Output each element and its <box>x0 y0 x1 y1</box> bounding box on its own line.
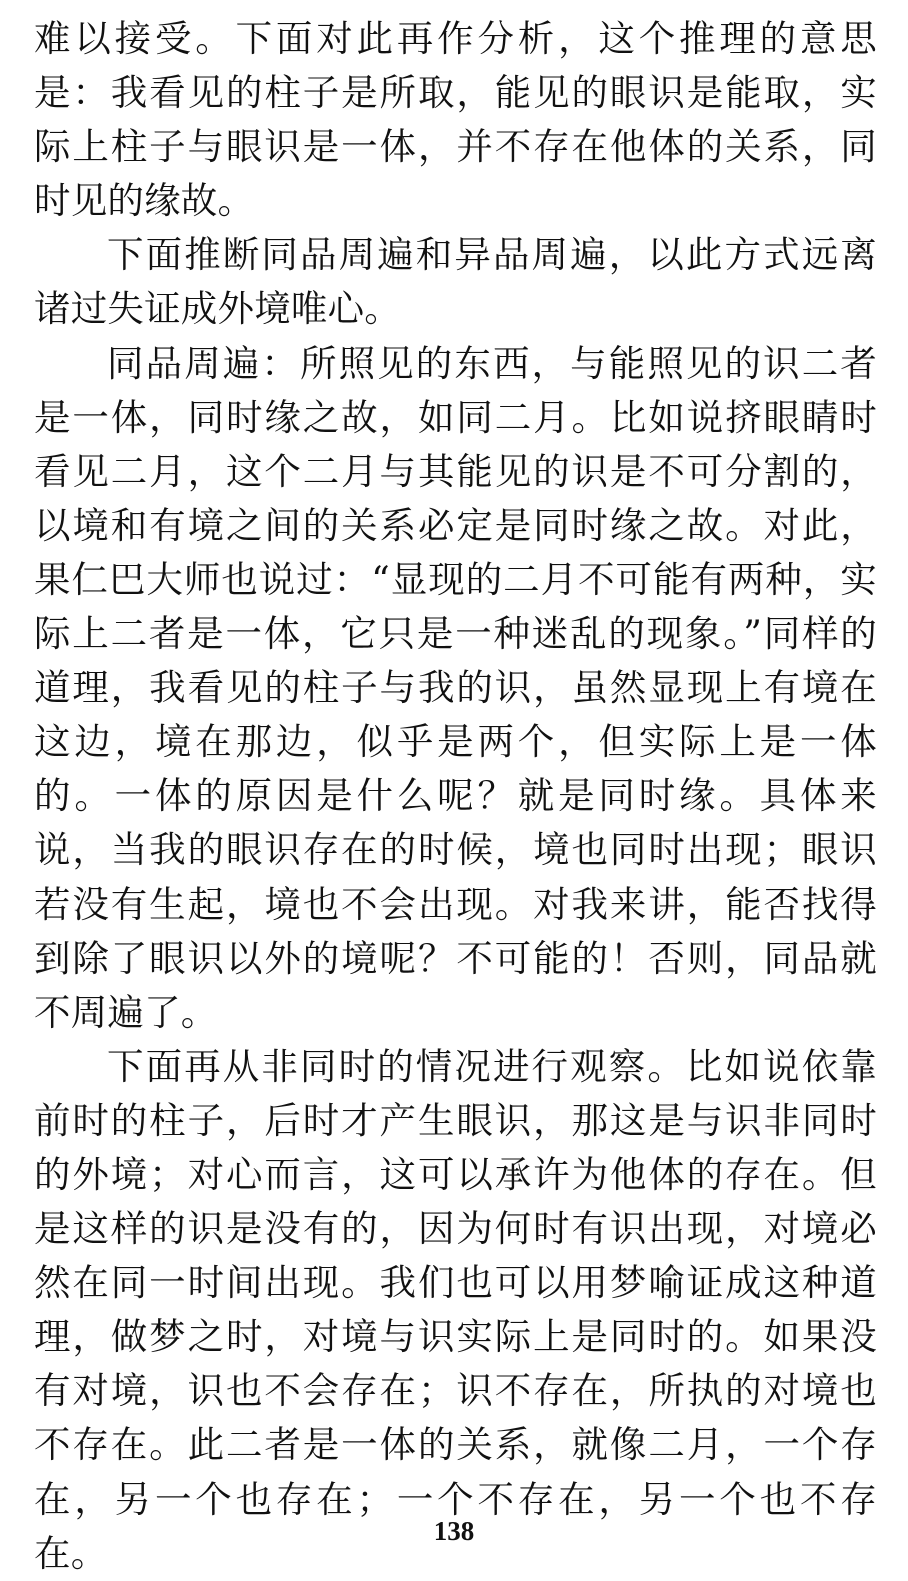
paragraph-inference-intro: 下面推断同品周遍和异品周遍，以此方式远离诸过失证成外境唯心。 <box>34 233 877 331</box>
paragraph-non-simultaneous: 下面再从非同时的情况进行观察。比如说依靠前时的柱子，后时才产生眼识，那这是与识非同时的外境；对心而言，这可以承许为他体的存在。但是这样的识是没有的，因为何时有识出现，对境必然在同一时间出现。我们也可以用梦喻证成这种道理，做梦之时，对境与识实际上是同时的。如果没有对境，识也不会存在；识不存在，所执的对境也不存在。此二者是一体的关系，就像二月，一个存在，另一个也存在；一个不存在，另一个也不存在。 <box>34 1044 877 1575</box>
page-number: 138 <box>433 1516 475 1546</box>
paragraph-continuation: 难以接受。下面对此再作分析，这个推理的意思是：我看见的柱子是所取，能见的眼识是能取，实际上柱子与眼识是一体，并不存在他体的关系，同时见的缘故。 <box>34 17 877 223</box>
paragraph-homologous-pervasion: 同品周遍：所照见的东西，与能照见的识二者是一体，同时缘之故，如同二月。比如说挤眼睛时看见二月，这个二月与其能见的识是不可分割的，以境和有境之间的关系必定是同时缘之故。对此，果仁巴大师也说过：“显现的二月不可能有两种，实际上二者是一体，它只是一种迷乱的现象。”同样的道理，我看见的柱子与我的识，虽然显现上有境在这边，境在那边，似乎是两个，但实际上是一体的。一体的原因是什么呢？就是同时缘。具体来说，当我的眼识存在的时候，境也同时出现；眼识若没有生起，境也不会出现。对我来讲，能否找得到除了眼识以外的境呢？不可能的！否则，同品就不周遍了。 <box>34 341 877 1034</box>
page-body <box>34 12 877 1581</box>
